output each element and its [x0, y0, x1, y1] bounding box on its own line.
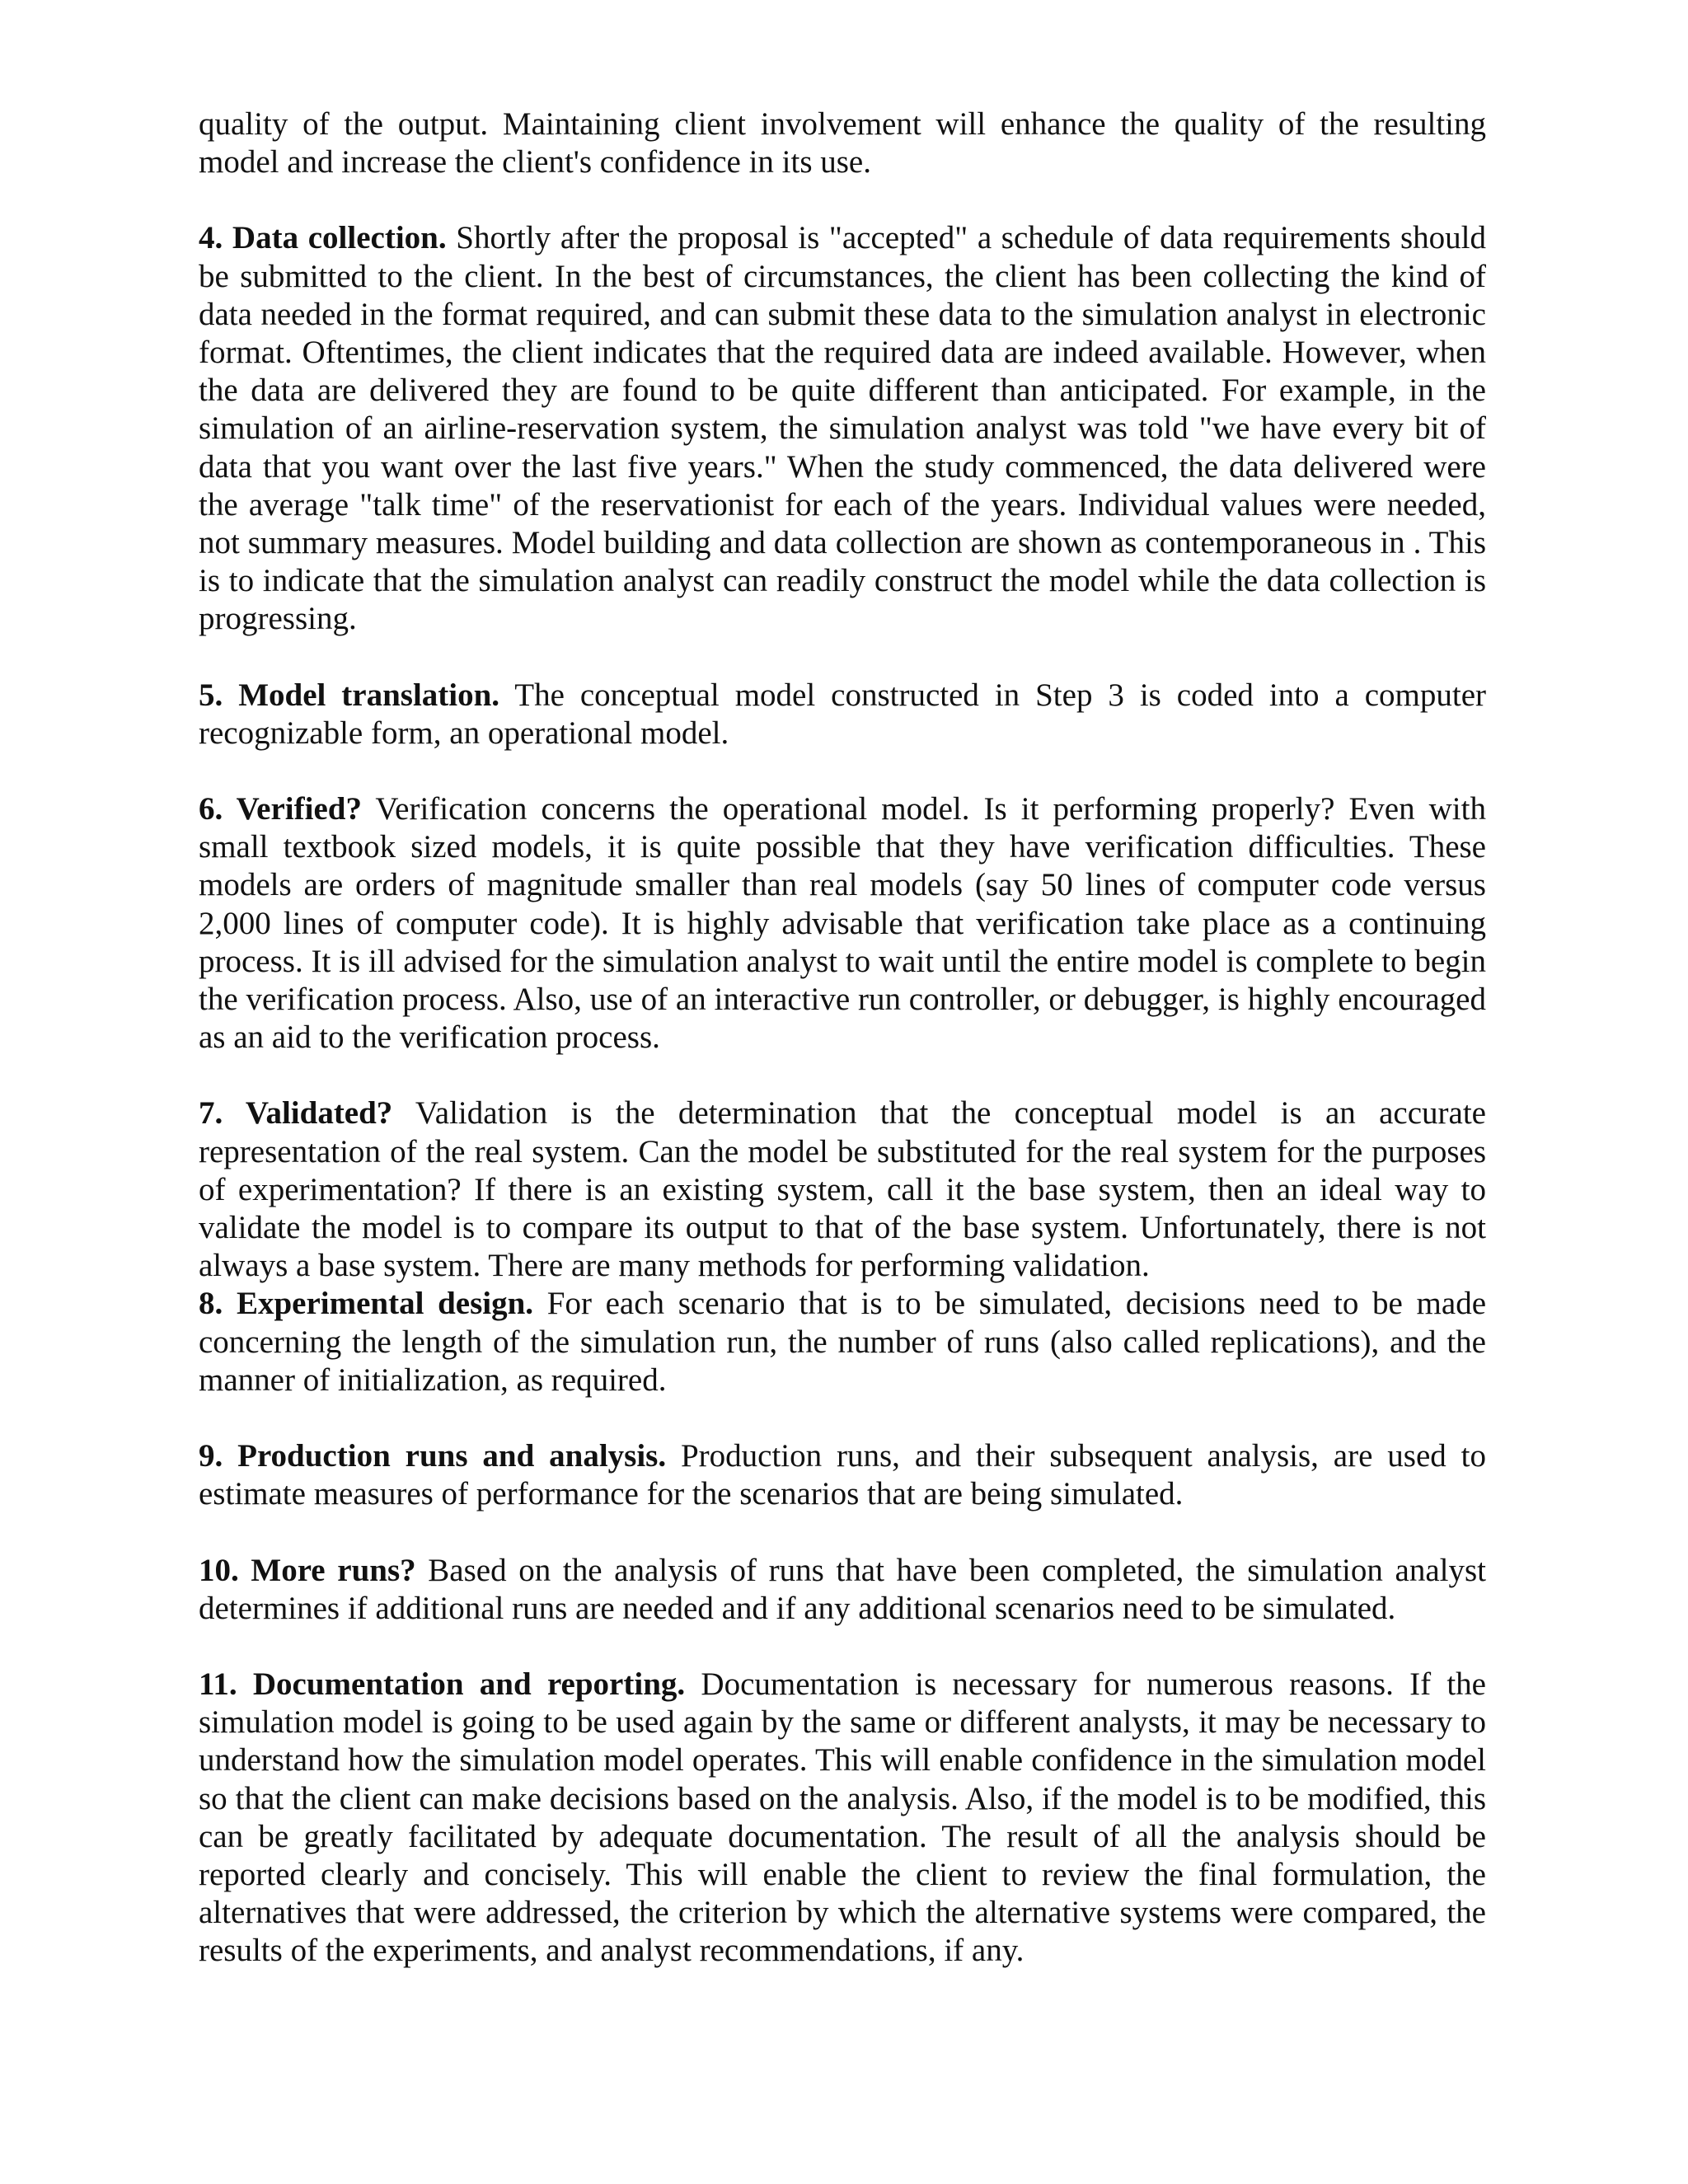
step-8-body: For each scenario that is to be simulated, decisions need to be made concerning the length of the simulation run, the number of runs (also called replications), and the manner of initialization, as required. — [199, 1286, 1487, 1398]
step-10-more-runs — [199, 1552, 1486, 1628]
step-7-validated — [199, 1094, 1486, 1285]
intro-paragraph — [199, 105, 1486, 181]
step-9-title: 9. Production runs and analysis. — [199, 1438, 667, 1474]
step-11-body: Documentation is necessary for numerous reasons. If the simulation model is going to be used again by the same or different analysts, it may be necessary to understand how the simulation model operates. This will enable confidence in the simulation model so that the client can make decisions based on the analysis. Also, if the model is to be modified, this can be greatly facilitated by adequate documentation. The result of all the analysis should be reported clearly and concisely. This will enable the client to review the final formulation, the alternatives that were addressed, the criterion by which the alternative systems were compared, the results of the experiments, and analyst recommendations, if any. — [199, 1666, 1486, 1969]
intro-text: quality of the output. Maintaining client involvement will enhance the quality of the resulting model and increase the client's confidence in its use. — [199, 106, 1486, 180]
step-5-body: The conceptual model constructed in Step 3 is coded into a computer recognizable form, an operational model. — [199, 677, 1486, 751]
step-4-body: Shortly after the proposal is "accepted" a schedule of data requirements should be submitted to the client. In the best of circumstances, the client has been collecting the kind of data needed in the format required, and can submit these data to the simulation analyst in electronic format. Oftentimes, the client indicates that the required data are indeed available. However, when the data are delivered they are found to be quite different than anticipated. For example, in the simulation of an airline-reservation system, the simulation analyst was told "we have every bit of data that you want over the last five years." When the study commenced, the data delivered were the average "talk time" of the reservationist for each of the years. Individual values were needed, not summary measures. Model building and data collection are shown as contemporaneous in . This is to indicate that the simulation analyst can readily construct the model while the data collection is progressing. — [199, 220, 1486, 637]
step-11-title: 11. Documentation and reporting. — [199, 1666, 686, 1702]
step-10-body: Based on the analysis of runs that have been completed, the simulation analyst determines if additional runs are needed and if any additional scenarios need to be simulated. — [199, 1552, 1486, 1626]
step-11-documentation — [199, 1666, 1486, 1971]
step-5-title: 5. Model translation. — [199, 677, 500, 713]
step-4-title: 4. Data collection. — [199, 220, 447, 256]
step-6-verified — [199, 790, 1486, 1057]
step-8-title: 8. Experimental design. — [199, 1286, 534, 1322]
step-7-body: Validation is the determination that the conceptual model is an accurate representation of the real system. Can the model be substituted for the real system for the purposes of experimentation? If there is an existing system, call it the base system, then an ideal way to validate the model is to compare its output to that of the base system. Unfortunately, there is not always a base system. There are many methods for performing validation. — [199, 1095, 1486, 1284]
step-9-body: Production runs, and their subsequent analysis, are used to estimate measures of performance for the scenarios that are being simulated. — [199, 1438, 1486, 1512]
step-10-title: 10. More runs? — [199, 1552, 416, 1588]
step-7-title: 7. Validated? — [199, 1095, 393, 1132]
document-page — [199, 105, 1486, 2008]
step-6-body: Verification concerns the operational model. Is it performing properly? Even with small textbook sized models, it is quite possible that they have verification difficulties. These models are orders of magnitude smaller than real models (say 50 lines of computer code versus 2,000 lines of computer code). It is highly advisable that verification take place as a continuing process. It is ill advised for the simulation analyst to wait until the entire model is complete to begin the verification process. Also, use of an interactive run controller, or debugger, is highly encouraged as an aid to the verification process. — [199, 791, 1486, 1056]
step-8-experimental-design — [199, 1285, 1486, 1399]
step-6-title: 6. Verified? — [199, 791, 362, 827]
step-5-model-translation — [199, 677, 1486, 752]
step-4-data-collection — [199, 219, 1486, 638]
step-9-production-runs — [199, 1437, 1486, 1513]
